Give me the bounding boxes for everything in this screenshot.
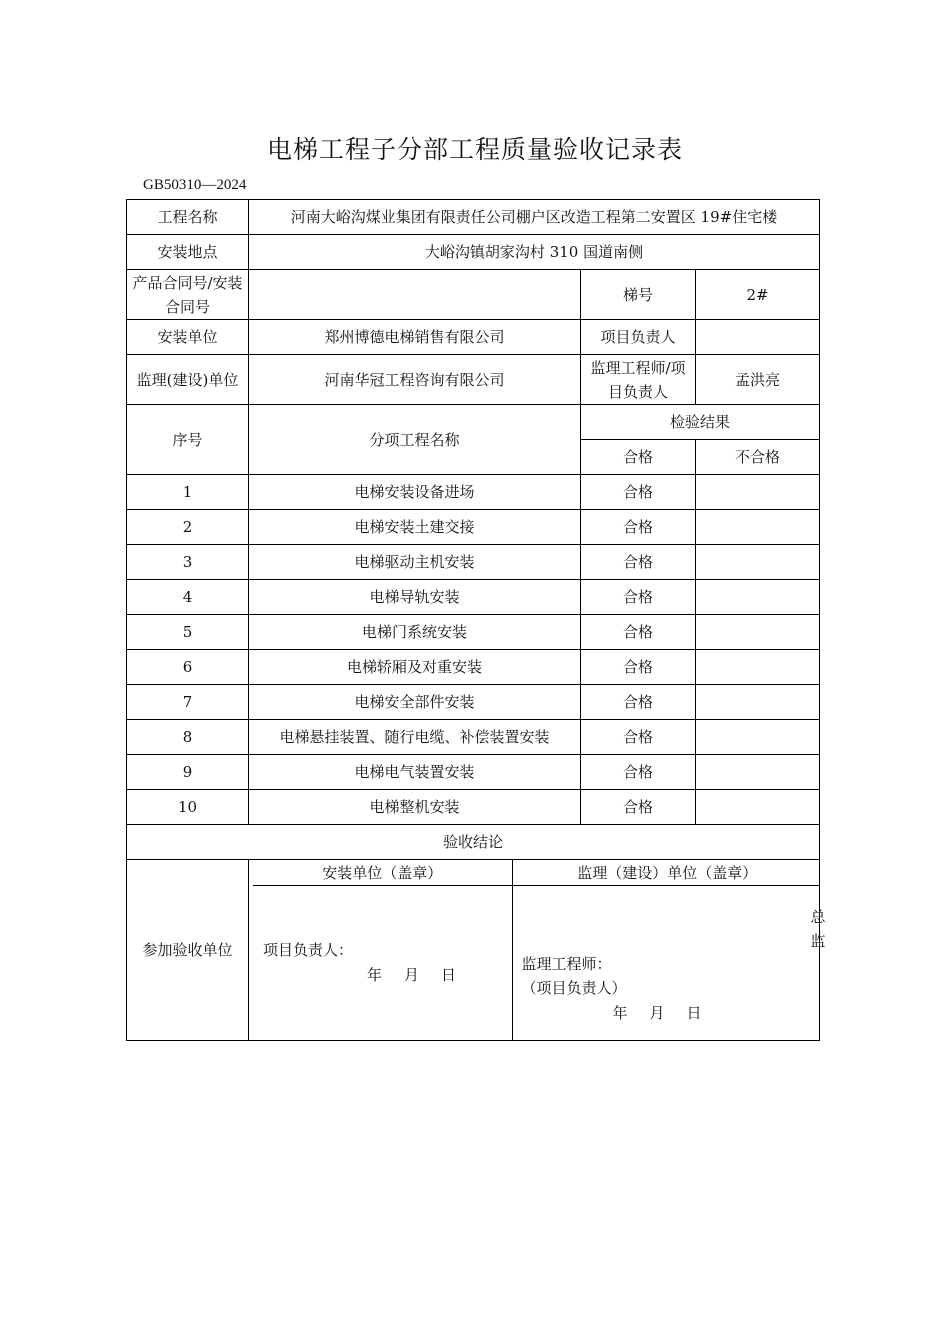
item-fail [696,790,820,825]
header-result: 检验结果 [581,405,820,440]
table-row [127,475,820,510]
supervisor-engineer-label: 监理工程师/项目负责人 [581,355,696,405]
date-year: 年 [367,966,383,984]
participants-cell [249,860,820,1041]
item-fail [696,615,820,650]
supervisor-date [613,1001,724,1025]
item-pass: 合格 [581,545,696,580]
elevator-no-label: 梯号 [581,270,696,320]
site-value: 大峪沟镇胡家沟村 310 国道南侧 [249,235,820,270]
table-row [127,510,820,545]
row-contract [127,270,820,320]
table-row [127,755,820,790]
page-title: 电梯工程子分部工程质量验收记录表 [266,135,683,164]
table-row [127,685,820,720]
supervisor-engineer-value: 孟洪亮 [696,355,820,405]
item-pass: 合格 [581,790,696,825]
table-row [127,720,820,755]
item-name: 电梯导轨安装 [249,580,581,615]
item-pass: 合格 [581,475,696,510]
item-pass: 合格 [581,720,696,755]
project-name-value: 河南大峪沟煤业集团有限责任公司棚户区改造工程第二安置区 19#住宅楼 [249,200,820,235]
contract-label: 产品合同号/安装合同号 [127,270,249,320]
item-name: 电梯驱动主机安装 [249,545,581,580]
item-seq: 9 [127,755,249,790]
header-pass: 合格 [581,440,696,475]
item-fail [696,545,820,580]
item-seq: 1 [127,475,249,510]
item-name: 电梯整机安装 [249,790,581,825]
item-name: 电梯安全部件安装 [249,685,581,720]
header-item-name: 分项工程名称 [249,405,581,475]
item-name: 电梯悬挂装置、随行电缆、补偿装置安装 [249,720,581,755]
item-fail [696,755,820,790]
item-pass: 合格 [581,650,696,685]
supervisor-engineer-label: 监理工程师： [521,955,612,973]
item-fail [696,650,820,685]
row-participants [127,860,820,1041]
item-pass: 合格 [581,755,696,790]
signature-body-row [253,886,820,1041]
date-month: 月 [649,1004,665,1022]
installer-leader-label: 项目负责人： [263,941,354,959]
item-name: 电梯轿厢及对重安装 [249,650,581,685]
item-pass: 合格 [581,510,696,545]
row-supervisor [127,355,820,405]
installer-manager-label: 项目负责人 [581,320,696,355]
installer-date [367,963,478,987]
item-seq: 5 [127,615,249,650]
item-seq: 10 [127,790,249,825]
installer-label: 安装单位 [127,320,249,355]
row-project-name [127,200,820,235]
installer-value: 郑州博德电梯销售有限公司 [249,320,581,355]
item-fail [696,580,820,615]
table-row [127,545,820,580]
supervisor-signature-area [512,886,820,1041]
item-name: 电梯电气装置安装 [249,755,581,790]
row-installer [127,320,820,355]
standard-code: GB50310—2024 [143,177,247,193]
site-label: 安装地点 [127,235,249,270]
item-pass: 合格 [581,580,696,615]
item-seq: 3 [127,545,249,580]
item-name: 电梯安装设备进场 [249,475,581,510]
installer-seal-header: 安装单位（盖章） [253,860,512,886]
installer-manager-value [696,320,820,355]
header-seq: 序号 [127,405,249,475]
acceptance-form [126,199,820,1041]
signature-table [253,860,820,1040]
participants-label: 参加验收单位 [127,860,249,1041]
item-name: 电梯安装土建交接 [249,510,581,545]
margin-note-chief-supervisor: 总监 [810,908,826,950]
item-pass: 合格 [581,615,696,650]
item-seq: 4 [127,580,249,615]
item-seq: 6 [127,650,249,685]
item-name: 电梯门系统安装 [249,615,581,650]
row-items-header [127,405,820,440]
signature-header-row [253,860,820,886]
table-row [127,790,820,825]
conclusion-label: 验收结论 [127,825,820,860]
table-row [127,615,820,650]
item-fail [696,510,820,545]
supervisor-value: 河南华冠工程咨询有限公司 [249,355,581,405]
row-conclusion [127,825,820,860]
item-pass: 合格 [581,685,696,720]
header-fail: 不合格 [696,440,820,475]
date-day: 日 [686,1004,702,1022]
date-year: 年 [612,1004,628,1022]
item-seq: 2 [127,510,249,545]
row-site [127,235,820,270]
item-fail [696,475,820,510]
date-month: 月 [404,966,420,984]
elevator-no-value: 2# [696,270,820,320]
supervisor-label: 监理(建设)单位 [127,355,249,405]
item-seq: 8 [127,720,249,755]
table-row [127,650,820,685]
project-name-label: 工程名称 [127,200,249,235]
supervisor-seal-header: 监理（建设）单位（盖章） [512,860,820,886]
item-seq: 7 [127,685,249,720]
installer-signature-area [253,886,512,1041]
date-day: 日 [441,966,457,984]
supervisor-leader-label: （项目负责人） [521,979,627,997]
contract-value [249,270,581,320]
table-row [127,580,820,615]
item-fail [696,720,820,755]
item-fail [696,685,820,720]
